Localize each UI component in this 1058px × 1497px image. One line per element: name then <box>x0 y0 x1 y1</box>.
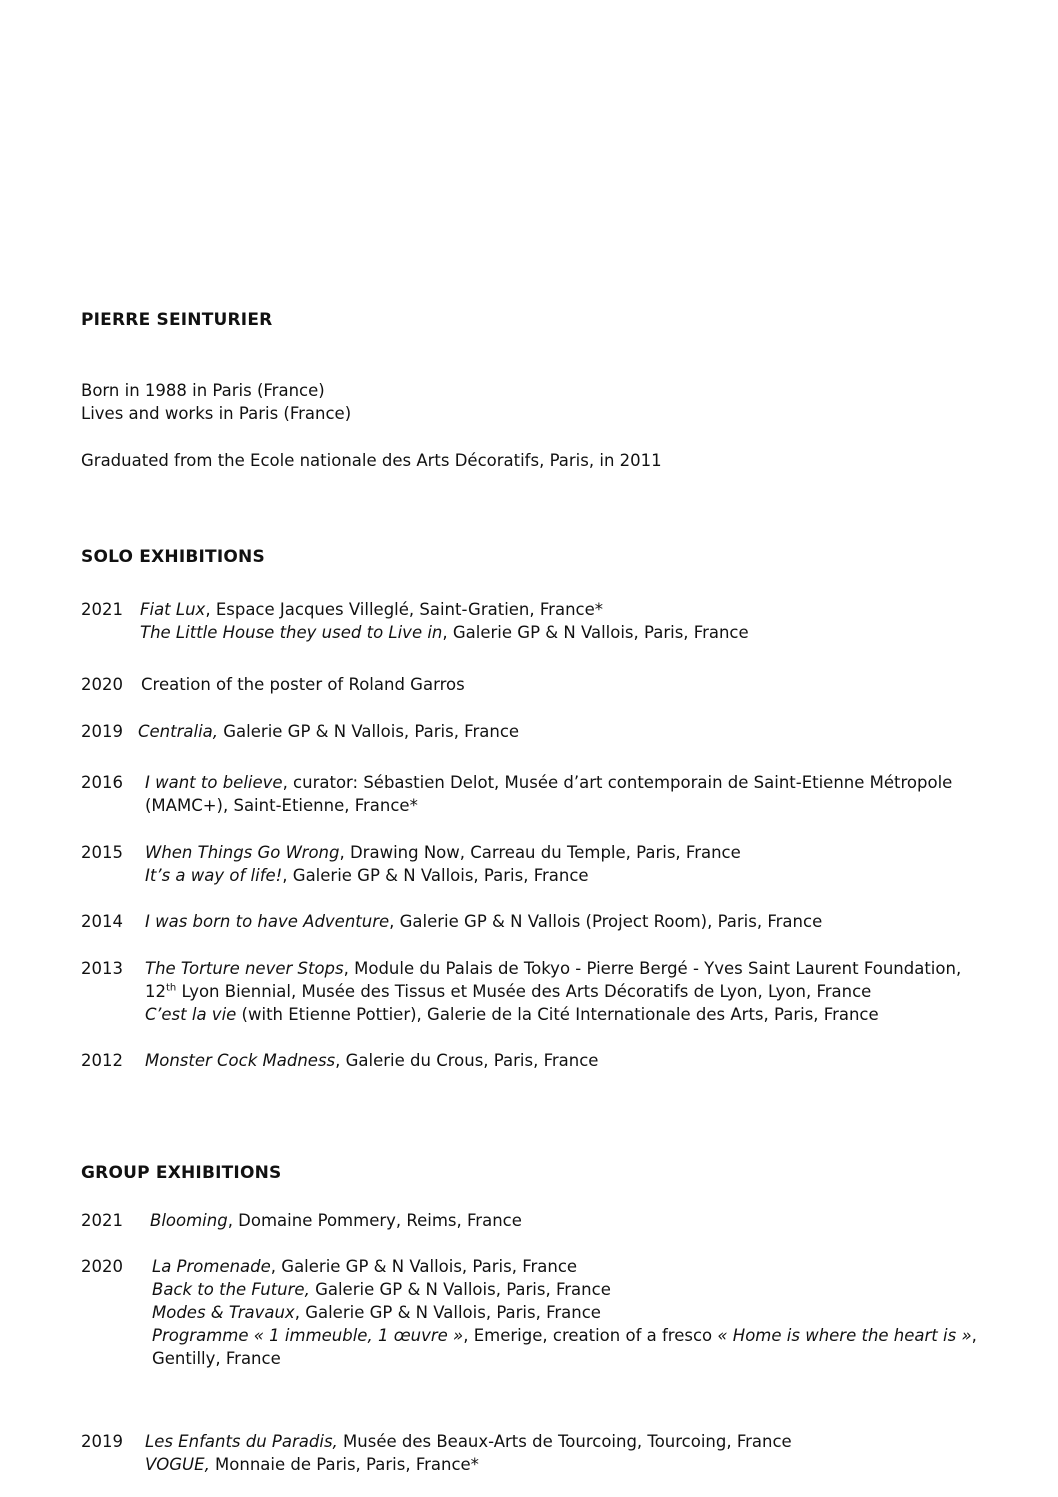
entry-lines <box>145 957 961 1026</box>
birth-info: Born in 1988 in Paris (France) <box>81 381 325 400</box>
entry-line <box>145 1003 961 1026</box>
entry-year: 2012 <box>81 1051 123 1070</box>
exhibition-details: , Galerie GP & N Vallois, Paris, France <box>294 1303 601 1322</box>
exhibition-title: Back to the Future, <box>152 1280 310 1299</box>
entry-line <box>150 1209 522 1232</box>
entry-year: 2020 <box>81 1257 123 1276</box>
entry-line <box>152 1278 977 1301</box>
entry-year: 2021 <box>81 1211 123 1230</box>
exhibition-details: Monnaie de Paris, Paris, France* <box>209 1455 479 1474</box>
exhibition-details: , Galerie GP & N Vallois, Paris, France <box>270 1257 578 1276</box>
exhibition-details: Musée des Beaux-Arts de Tourcoing, Tourcoing, France <box>337 1432 792 1451</box>
entry-line <box>145 957 961 980</box>
exhibition-title: Monster Cock Madness <box>145 1051 336 1070</box>
solo-exhibitions-heading: SOLO EXHIBITIONS <box>81 547 265 567</box>
exhibition-title: La Promenade <box>152 1257 271 1276</box>
entry-line <box>145 1430 792 1453</box>
exhibition-title: Blooming <box>150 1211 228 1230</box>
exhibition-details: Lyon Biennial, Musée des Tissus et Musée des Arts Décoratifs de Lyon, Lyon, France <box>176 982 872 1001</box>
entry-line <box>145 841 741 864</box>
entry-line <box>152 1301 977 1324</box>
exhibition-title: It’s a way of life! <box>145 866 283 885</box>
exhibition-details: (with Etienne Pottier), Galerie de la Cité Internationale des Arts, Paris, France <box>236 1005 879 1024</box>
exhibition-details: Galerie GP & N Vallois, Paris, France <box>309 1280 611 1299</box>
exhibition-title: Centralia, <box>138 722 219 741</box>
exhibition-details: Galerie GP & N Vallois, Paris, France <box>218 722 520 741</box>
entry-lines <box>145 771 952 817</box>
exhibition-title: C’est la vie <box>145 1005 237 1024</box>
entry-lines <box>145 1049 598 1072</box>
entry-line <box>145 910 822 933</box>
entry-line <box>145 771 952 794</box>
exhibition-title: VOGUE, <box>145 1455 210 1474</box>
entry-lines <box>141 673 465 696</box>
entry-year: 2015 <box>81 843 123 862</box>
entry-lines <box>145 841 741 887</box>
entry-year: 2014 <box>81 912 123 931</box>
entry-year: 2021 <box>81 600 123 619</box>
entry-line <box>138 720 519 743</box>
exhibition-details: , Emerige, creation of a fresco <box>463 1326 718 1345</box>
artist-name: PIERRE SEINTURIER <box>81 310 273 330</box>
entry-lines <box>140 598 749 644</box>
exhibition-details: , curator: Sébastien Delot, Musée d’art contemporain de Saint-Etienne Métropole <box>282 773 953 792</box>
edition-number: 12 <box>145 982 166 1001</box>
entry-line: (MAMC+), Saint-Etienne, France* <box>145 796 418 815</box>
entry-line <box>140 621 749 644</box>
entry-line <box>145 1453 792 1476</box>
entry-year: 2016 <box>81 773 123 792</box>
exhibition-title: Les Enfants du Paradis, <box>145 1432 338 1451</box>
exhibition-details: , Galerie GP & N Vallois (Project Room), Paris, France <box>389 912 823 931</box>
entry-line <box>140 598 749 621</box>
entry-lines <box>152 1255 977 1370</box>
entry-line: Creation of the poster of Roland Garros <box>141 675 465 694</box>
exhibition-title: I want to believe <box>145 773 283 792</box>
exhibition-title: The Little House they used to Live in <box>140 623 443 642</box>
ordinal-suffix: th <box>166 982 177 994</box>
entry-year: 2013 <box>81 959 123 978</box>
exhibition-details: , Domaine Pommery, Reims, France <box>227 1211 522 1230</box>
exhibition-details: , Drawing Now, Carreau du Temple, Paris, France <box>339 843 741 862</box>
punctuation: , <box>971 1326 977 1345</box>
group-exhibitions-heading: GROUP EXHIBITIONS <box>81 1163 282 1183</box>
entry-lines <box>138 720 519 743</box>
entry-line <box>152 1255 977 1278</box>
exhibition-title: I was born to have Adventure <box>145 912 390 931</box>
exhibition-title: Modes & Travaux <box>152 1303 295 1322</box>
exhibition-title: Programme « 1 immeuble, 1 œuvre » <box>152 1326 464 1345</box>
entry-line: Gentilly, France <box>152 1349 281 1368</box>
education-info: Graduated from the Ecole nationale des Arts Décoratifs, Paris, in 2011 <box>81 451 662 470</box>
entry-lines <box>145 1430 792 1476</box>
exhibition-title: When Things Go Wrong <box>145 843 340 862</box>
exhibition-title: Fiat Lux <box>140 600 206 619</box>
residence-info: Lives and works in Paris (France) <box>81 404 352 423</box>
fresco-title: « Home is where the heart is » <box>717 1326 972 1345</box>
entry-year: 2019 <box>81 722 123 741</box>
exhibition-details: , Galerie GP & N Vallois, Paris, France <box>442 623 749 642</box>
entry-year: 2020 <box>81 675 123 694</box>
entry-line <box>145 980 961 1003</box>
entry-lines <box>145 910 822 933</box>
exhibition-title: The Torture never Stops <box>145 959 344 978</box>
exhibition-details: , Espace Jacques Villeglé, Saint-Gratien, France* <box>205 600 603 619</box>
entry-lines <box>150 1209 522 1232</box>
exhibition-details: , Galerie GP & N Vallois, Paris, France <box>282 866 589 885</box>
entry-line <box>145 1049 598 1072</box>
exhibition-details: , Galerie du Crous, Paris, France <box>335 1051 599 1070</box>
entry-line <box>152 1324 977 1347</box>
exhibition-details: , Module du Palais de Tokyo - Pierre Bergé - Yves Saint Laurent Foundation, <box>343 959 962 978</box>
entry-year: 2019 <box>81 1432 123 1451</box>
entry-line <box>145 864 741 887</box>
